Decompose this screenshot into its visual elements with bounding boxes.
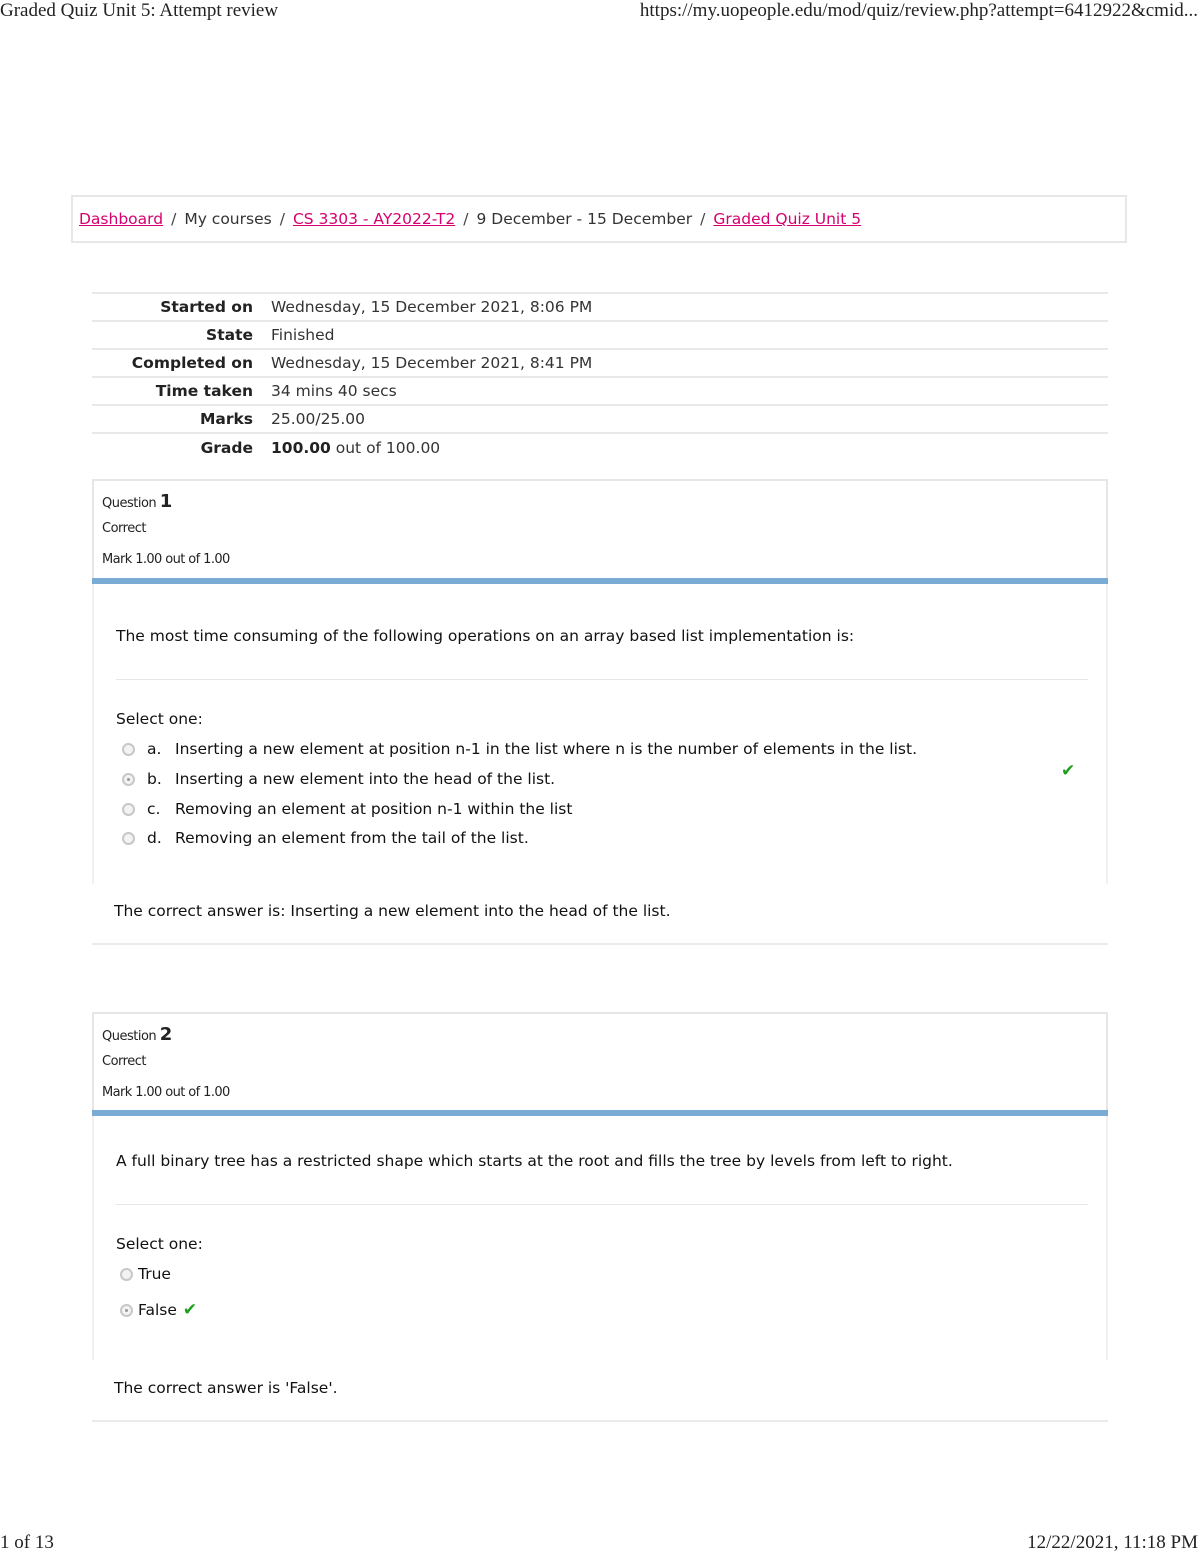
question-info-1 <box>92 479 1108 583</box>
radio-icon[interactable] <box>120 1268 133 1281</box>
question-body-1 <box>92 584 1108 884</box>
summary-value: 25.00/25.00 <box>271 410 365 428</box>
option-letter: b. <box>147 770 162 788</box>
answer-option-c[interactable] <box>122 797 572 821</box>
select-one-label: Select one: <box>116 1235 203 1253</box>
summary-label: State <box>206 326 253 344</box>
answer-option-false[interactable] <box>120 1298 197 1322</box>
breadcrumb-course-link[interactable]: CS 3303 - AY2022-T2 <box>292 210 456 228</box>
print-page-number: 1 of 13 <box>0 1532 54 1553</box>
summary-row-marks <box>92 405 1108 433</box>
question-number: Question 2 <box>102 1024 172 1045</box>
question-mark: Mark 1.00 out of 1.00 <box>102 552 230 567</box>
question-end-divider <box>92 943 1108 945</box>
summary-row-completed <box>92 349 1108 377</box>
radio-icon[interactable] <box>122 832 135 845</box>
option-letter: d. <box>147 829 162 847</box>
question-mark: Mark 1.00 out of 1.00 <box>102 1085 230 1100</box>
question-number: Question 1 <box>102 491 172 512</box>
summary-row-state <box>92 321 1108 349</box>
breadcrumb-separator: / <box>279 210 285 228</box>
summary-row-started <box>92 293 1108 321</box>
breadcrumb-quiz-link[interactable]: Graded Quiz Unit 5 <box>713 210 862 228</box>
answer-option-b[interactable] <box>122 767 555 791</box>
option-text: Inserting a new element into the head of the list. <box>175 770 556 788</box>
option-text: True <box>138 1265 171 1283</box>
print-datetime: 12/22/2021, 11:18 PM <box>1027 1532 1198 1553</box>
question-state: Correct <box>102 521 146 536</box>
summary-label: Started on <box>160 298 253 316</box>
summary-label: Completed on <box>131 354 253 372</box>
question-end-divider <box>92 1420 1108 1422</box>
breadcrumb-week: 9 December - 15 December <box>476 210 693 228</box>
breadcrumb-separator: / <box>171 210 177 228</box>
breadcrumb-separator: / <box>463 210 469 228</box>
summary-label: Grade <box>200 438 253 457</box>
check-icon: ✔ <box>182 1300 198 1320</box>
question-text: A full binary tree has a restricted shape which starts at the root and fills the tree by levels from left to right. <box>116 1152 953 1170</box>
radio-icon[interactable] <box>122 803 135 816</box>
option-text: False <box>138 1301 177 1319</box>
option-text: Removing an element from the tail of the list. <box>175 829 529 847</box>
breadcrumb <box>71 195 1127 243</box>
question-info-2 <box>92 1012 1108 1116</box>
grade-out-of: out of 100.00 <box>330 438 441 457</box>
breadcrumb-separator: / <box>700 210 706 228</box>
question-feedback: The correct answer is 'False'. <box>114 1379 338 1397</box>
question-text-divider <box>116 1204 1088 1205</box>
summary-value: Wednesday, 15 December 2021, 8:06 PM <box>271 298 593 316</box>
grade-score: 100.00 <box>271 438 331 457</box>
select-one-label: Select one: <box>116 710 203 728</box>
question-feedback: The correct answer is: Inserting a new element into the head of the list. <box>114 902 671 920</box>
radio-icon[interactable] <box>120 1304 133 1317</box>
summary-label: Time taken <box>155 382 253 400</box>
answer-option-d[interactable] <box>122 826 529 850</box>
option-letter: a. <box>147 740 162 758</box>
attempt-summary-table <box>92 292 1108 461</box>
question-text-divider <box>116 679 1088 680</box>
summary-row-grade <box>92 433 1108 461</box>
answer-option-a[interactable] <box>122 737 917 761</box>
print-title: Graded Quiz Unit 5: Attempt review <box>0 0 279 21</box>
radio-icon[interactable] <box>122 773 135 786</box>
summary-value: 34 mins 40 secs <box>271 382 397 400</box>
question-text: The most time consuming of the following operations on an array based list implementation is: <box>116 627 855 645</box>
summary-label: Marks <box>199 410 253 428</box>
summary-row-time <box>92 377 1108 405</box>
answer-option-true[interactable] <box>120 1262 171 1286</box>
summary-value: Wednesday, 15 December 2021, 8:41 PM <box>271 354 593 372</box>
radio-icon[interactable] <box>122 743 135 756</box>
option-text: Removing an element at position n-1 within the list <box>175 800 573 818</box>
breadcrumb-dashboard-link[interactable]: Dashboard <box>79 210 164 228</box>
summary-value <box>270 433 1108 461</box>
summary-value: Finished <box>271 326 335 344</box>
option-text: Inserting a new element at position n-1 in the list where n is the number of elements in the list. <box>175 740 918 758</box>
option-letter: c. <box>147 800 161 818</box>
question-state: Correct <box>102 1054 146 1069</box>
question-body-2 <box>92 1116 1108 1360</box>
check-icon: ✔ <box>1061 761 1076 781</box>
breadcrumb-my-courses: My courses <box>184 210 272 228</box>
print-url: https://my.uopeople.edu/mod/quiz/review.php?attempt=6412922&cmid... <box>639 0 1198 21</box>
